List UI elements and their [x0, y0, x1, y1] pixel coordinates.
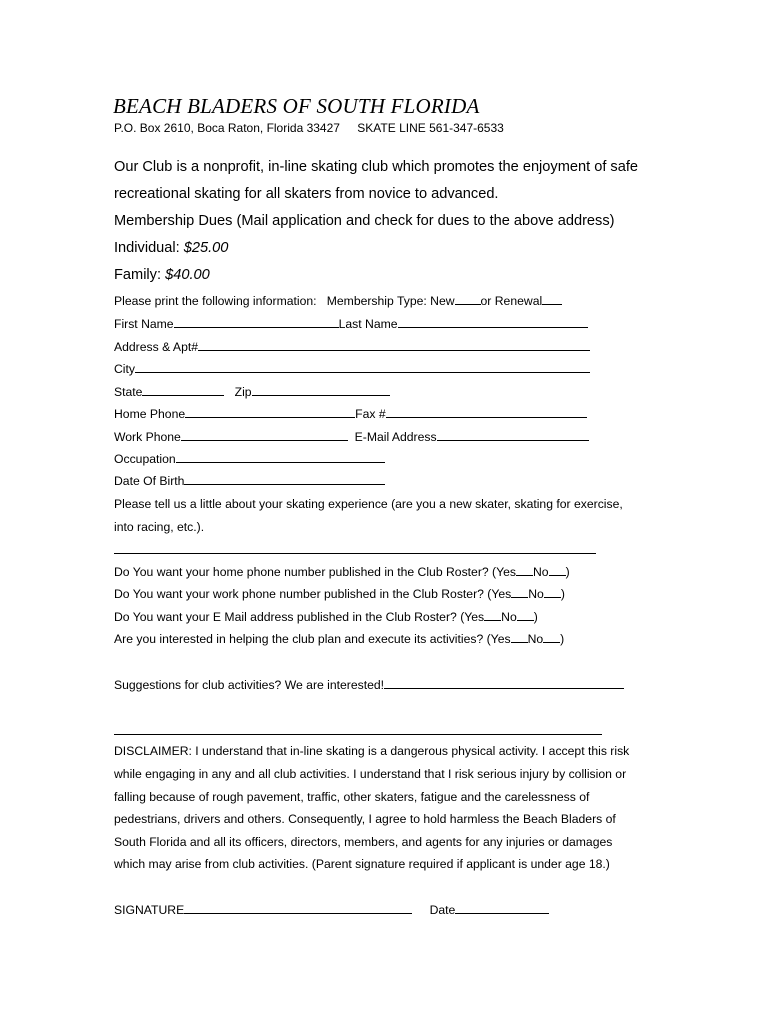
individual-price: $25.00 — [183, 240, 229, 256]
last-name-label: Last Name — [338, 317, 398, 331]
q2-yes-blank[interactable] — [511, 587, 528, 598]
occupation-label: Occupation — [114, 452, 176, 466]
signature-field[interactable] — [184, 903, 412, 914]
q3-close: ) — [533, 610, 538, 624]
print-info-line — [114, 294, 562, 308]
q2-close: ) — [560, 587, 565, 601]
state-field[interactable] — [142, 385, 224, 396]
q1-no-label: No — [533, 565, 549, 579]
individual-dues — [114, 240, 228, 257]
city-line — [114, 362, 590, 376]
first-name-field[interactable] — [174, 317, 339, 328]
disclaimer-line-5: South Florida and all its officers, directors, members, and agents for any injuries or damages — [114, 835, 613, 849]
address-label: Address & Apt# — [114, 340, 199, 354]
zip-label: Zip — [234, 385, 252, 399]
question-work-phone — [114, 587, 565, 601]
q1-close: ) — [565, 565, 570, 579]
q1-no-blank[interactable] — [549, 565, 566, 576]
state-label: State — [114, 385, 143, 399]
date-label: Date — [429, 903, 456, 917]
family-label: Family: — [114, 267, 162, 283]
new-blank[interactable] — [455, 294, 481, 305]
print-info-label: Please print the following information: — [114, 294, 317, 308]
state-zip-line — [114, 385, 390, 399]
home-phone-label: Home Phone — [114, 407, 186, 421]
q1-yes-blank[interactable] — [516, 565, 533, 576]
club-address — [114, 121, 504, 135]
work-phone-label: Work Phone — [114, 430, 181, 444]
question-home-phone-text: Do You want your home phone number published in the Club Roster? (Yes — [114, 565, 516, 579]
first-name-label: First Name — [114, 317, 174, 331]
q3-no-blank[interactable] — [517, 610, 534, 621]
disclaimer-line-6: which may arise from club activities. (Parent signature required if applicant is under age 18.) — [114, 857, 610, 871]
q4-no-label: No — [527, 632, 544, 646]
family-dues — [114, 267, 210, 284]
dob-field[interactable] — [184, 474, 385, 485]
dob-line — [114, 474, 385, 488]
suggestions-label: Suggestions for club activities? We are interested! — [114, 678, 385, 692]
q2-no-label: No — [528, 587, 544, 601]
disclaimer-line-3: falling because of rough pavement, traffic, other skaters, fatigue and the carelessness of — [114, 790, 590, 804]
work-phone-line — [114, 430, 589, 444]
address-line — [114, 340, 590, 354]
occupation-field[interactable] — [176, 452, 385, 463]
question-home-phone — [114, 565, 570, 579]
home-phone-field[interactable] — [185, 407, 355, 418]
work-phone-field[interactable] — [181, 430, 348, 441]
q4-yes-blank[interactable] — [511, 632, 528, 643]
individual-label: Individual: — [114, 240, 180, 256]
occupation-line — [114, 452, 385, 466]
q3-yes-blank[interactable] — [484, 610, 501, 621]
question-email-text: Do You want your E Mail address published in the Club Roster? (Yes — [114, 610, 485, 624]
disclaimer-line-2: while engaging in any and all club activities. I understand that I risk serious injury by collision or — [114, 767, 627, 781]
fax-label: Fax # — [355, 407, 386, 421]
experience-line-1: Please tell us a little about your skating experience (are you a new skater, skating for exercise, — [114, 497, 623, 511]
family-price: $40.00 — [165, 267, 210, 283]
email-field[interactable] — [437, 430, 589, 441]
q4-no-blank[interactable] — [543, 632, 560, 643]
intro-line-1: Our Club is a nonprofit, in-line skating club which promotes the enjoyment of safe — [114, 159, 639, 175]
last-name-field[interactable] — [398, 317, 588, 328]
question-email — [114, 610, 538, 624]
suggestions-line — [114, 678, 624, 692]
fax-field[interactable] — [386, 407, 587, 418]
experience-field[interactable] — [114, 553, 596, 554]
suggestions-field[interactable] — [384, 678, 624, 689]
membership-type-label: Membership Type: New — [326, 294, 455, 308]
club-title: BEACH BLADERS OF SOUTH FLORIDA — [113, 94, 480, 118]
q2-no-blank[interactable] — [544, 587, 561, 598]
renewal-blank[interactable] — [542, 294, 562, 305]
intro-line-2: recreational skating for all skaters from novice to advanced. — [114, 186, 499, 202]
or-renewal-label: or Renewal — [480, 294, 543, 308]
q4-close: ) — [560, 632, 565, 646]
home-phone-line — [114, 407, 587, 421]
email-label: E-Mail Address — [354, 430, 437, 444]
disclaimer-line-4: pedestrians, drivers and others. Consequently, I agree to hold harmless the Beach Bladers of — [114, 812, 616, 826]
dob-label: Date Of Birth — [114, 474, 185, 488]
question-helping-text: Are you interested in helping the club plan and execute its activities? (Yes — [114, 632, 511, 646]
question-work-phone-text: Do You want your work phone number published in the Club Roster? (Yes — [114, 587, 512, 601]
name-line — [114, 317, 588, 331]
signature-line — [114, 903, 549, 917]
city-state-zip: Boca Raton, Florida 33427 — [197, 121, 340, 135]
dues-line: Membership Dues (Mail application and check for dues to the above address) — [114, 213, 615, 229]
question-helping — [114, 632, 564, 646]
date-field[interactable] — [455, 903, 549, 914]
q3-no-label: No — [501, 610, 517, 624]
signature-label: SIGNATURE — [114, 903, 185, 917]
po-box: P.O. Box 2610, — [114, 121, 194, 135]
zip-field[interactable] — [252, 385, 390, 396]
city-field[interactable] — [135, 362, 590, 373]
address-field[interactable] — [198, 340, 590, 351]
disclaimer-line-1: DISCLAIMER: I understand that in-line skating is a dangerous physical activity. I accept this risk — [114, 744, 630, 758]
city-label: City — [114, 362, 135, 376]
experience-line-2: into racing, etc.). — [114, 520, 205, 534]
skate-line: SKATE LINE 561-347-6533 — [357, 121, 504, 135]
suggestions-field-2[interactable] — [114, 734, 602, 735]
